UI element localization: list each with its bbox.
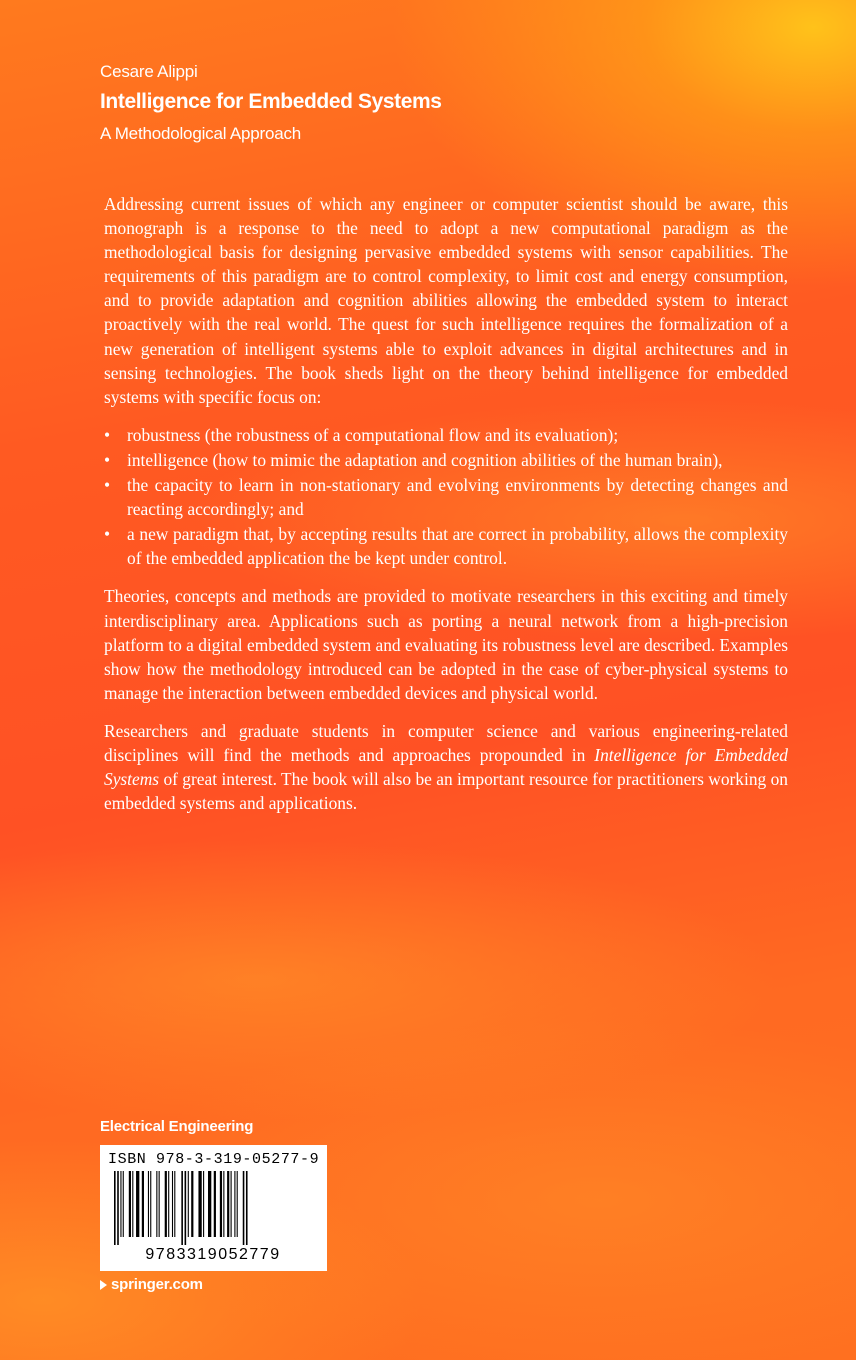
barcode-bar bbox=[165, 1171, 167, 1237]
barcode-bar bbox=[129, 1171, 131, 1237]
barcode-bar bbox=[198, 1171, 201, 1237]
barcode-bar bbox=[231, 1171, 232, 1237]
barcode-digits: 9783319052779 bbox=[145, 1246, 281, 1263]
cover-title: Intelligence for Embedded Systems bbox=[100, 90, 442, 113]
cover-subtitle: A Methodological Approach bbox=[100, 124, 302, 143]
bullet-icon: • bbox=[104, 449, 111, 470]
list-item bbox=[104, 522, 788, 570]
isbn-barcode bbox=[100, 1145, 327, 1271]
bullet-icon: • bbox=[104, 524, 111, 545]
publisher-link[interactable] bbox=[100, 1276, 203, 1293]
barcode-bar bbox=[120, 1171, 121, 1237]
barcode-bar bbox=[142, 1171, 144, 1237]
barcode-bar bbox=[243, 1171, 245, 1245]
barcode-bar bbox=[237, 1171, 238, 1237]
barcode-bar bbox=[123, 1171, 124, 1237]
barcode-bar bbox=[185, 1171, 187, 1245]
barcode-bar bbox=[223, 1171, 224, 1237]
list-item-text: a new paradigm that, by accepting results that are correct in probability, allows the complexity of the embedded application the be kept under control. bbox=[127, 524, 788, 569]
barcode-bar bbox=[117, 1171, 119, 1245]
list-item-text: the capacity to learn in non-stationary and evolving environments by detecting changes and reacting accordingly; and bbox=[127, 475, 788, 520]
barcode-bar bbox=[188, 1171, 189, 1237]
description bbox=[104, 192, 788, 829]
cover-author: Cesare Alippi bbox=[100, 62, 198, 81]
methods-paragraph: Theories, concepts and methods are provided to motivate researchers in this exciting and timely interdisciplinary area. Applications such as porting a neural network from a high-precision platform to a digital embedded system and evaluating its robustness level are described. Examples show how the methodology introduced can be adopted in the case of cyber-physical systems to manage the interaction between embedded devices and physical world. bbox=[104, 586, 788, 703]
barcode-bar bbox=[227, 1171, 229, 1237]
subject-category: Electrical Engineering bbox=[100, 1118, 254, 1135]
barcode-bar bbox=[174, 1171, 175, 1237]
barcode-bar bbox=[246, 1171, 248, 1245]
barcode-bar bbox=[208, 1171, 211, 1237]
audience-text-start: Researchers and graduate students in computer science and various engineering-related disciplines will find the methods and approaches propounded in bbox=[104, 720, 788, 765]
barcode-bar bbox=[203, 1171, 204, 1237]
barcode-bar bbox=[191, 1171, 193, 1237]
arrow-right-icon bbox=[100, 1280, 107, 1290]
intro-paragraph: Addressing current issues of which any engineer or computer scientist should be aware, this monograph is a response to the need to adopt a new computational paradigm as the methodological basis for designing pervasive embedded systems with sensor capabilities. The requirements of this paradigm are to control complexity, to limit cost and energy consumption, and to provide adaptation and cognition abilities allowing the embedded system to interact proactively with the real world. The quest for such intelligence requires the formalization of a new generation of intelligent systems able to exploit advances in digital architectures and in sensing technologies. The book sheds light on the theory behind intelligence for embedded systems with specific focus on: bbox=[104, 194, 788, 407]
barcode-bar bbox=[132, 1171, 133, 1237]
barcode-bar bbox=[214, 1171, 216, 1237]
barcode-bar bbox=[181, 1171, 183, 1245]
audience-text-end: of great interest. The book will also be an important resource for practitioners working on embedded systems and applications. bbox=[104, 769, 788, 814]
barcode-bar bbox=[172, 1171, 173, 1237]
list-item-text: intelligence (how to mimic the adaptation and cognition abilities of the human brain), bbox=[127, 449, 723, 470]
barcode-bar bbox=[114, 1171, 116, 1245]
barcode-bar bbox=[220, 1171, 222, 1237]
barcode-bar bbox=[156, 1171, 157, 1237]
barcode-icon bbox=[106, 1171, 321, 1263]
barcode-bar bbox=[234, 1171, 235, 1237]
list-item bbox=[104, 473, 788, 521]
list-item bbox=[104, 423, 788, 447]
isbn-number: ISBN 978-3-319-05277-9 bbox=[108, 1151, 320, 1168]
bullet-icon: • bbox=[104, 475, 111, 496]
barcode-bar bbox=[136, 1171, 139, 1237]
audience-paragraph bbox=[104, 719, 788, 815]
bullet-icon: • bbox=[104, 424, 111, 445]
list-item bbox=[104, 448, 788, 472]
barcode-bar bbox=[159, 1171, 160, 1237]
focus-list bbox=[104, 423, 788, 571]
barcode-bar bbox=[150, 1171, 151, 1237]
publisher-website: springer.com bbox=[111, 1276, 203, 1293]
book-title-italic: Intelligence for Embedded Systems bbox=[104, 744, 788, 790]
barcode-bar bbox=[148, 1171, 149, 1237]
list-item-text: robustness (the robustness of a computational flow and its evaluation); bbox=[127, 424, 619, 445]
barcode-bar bbox=[168, 1171, 169, 1237]
